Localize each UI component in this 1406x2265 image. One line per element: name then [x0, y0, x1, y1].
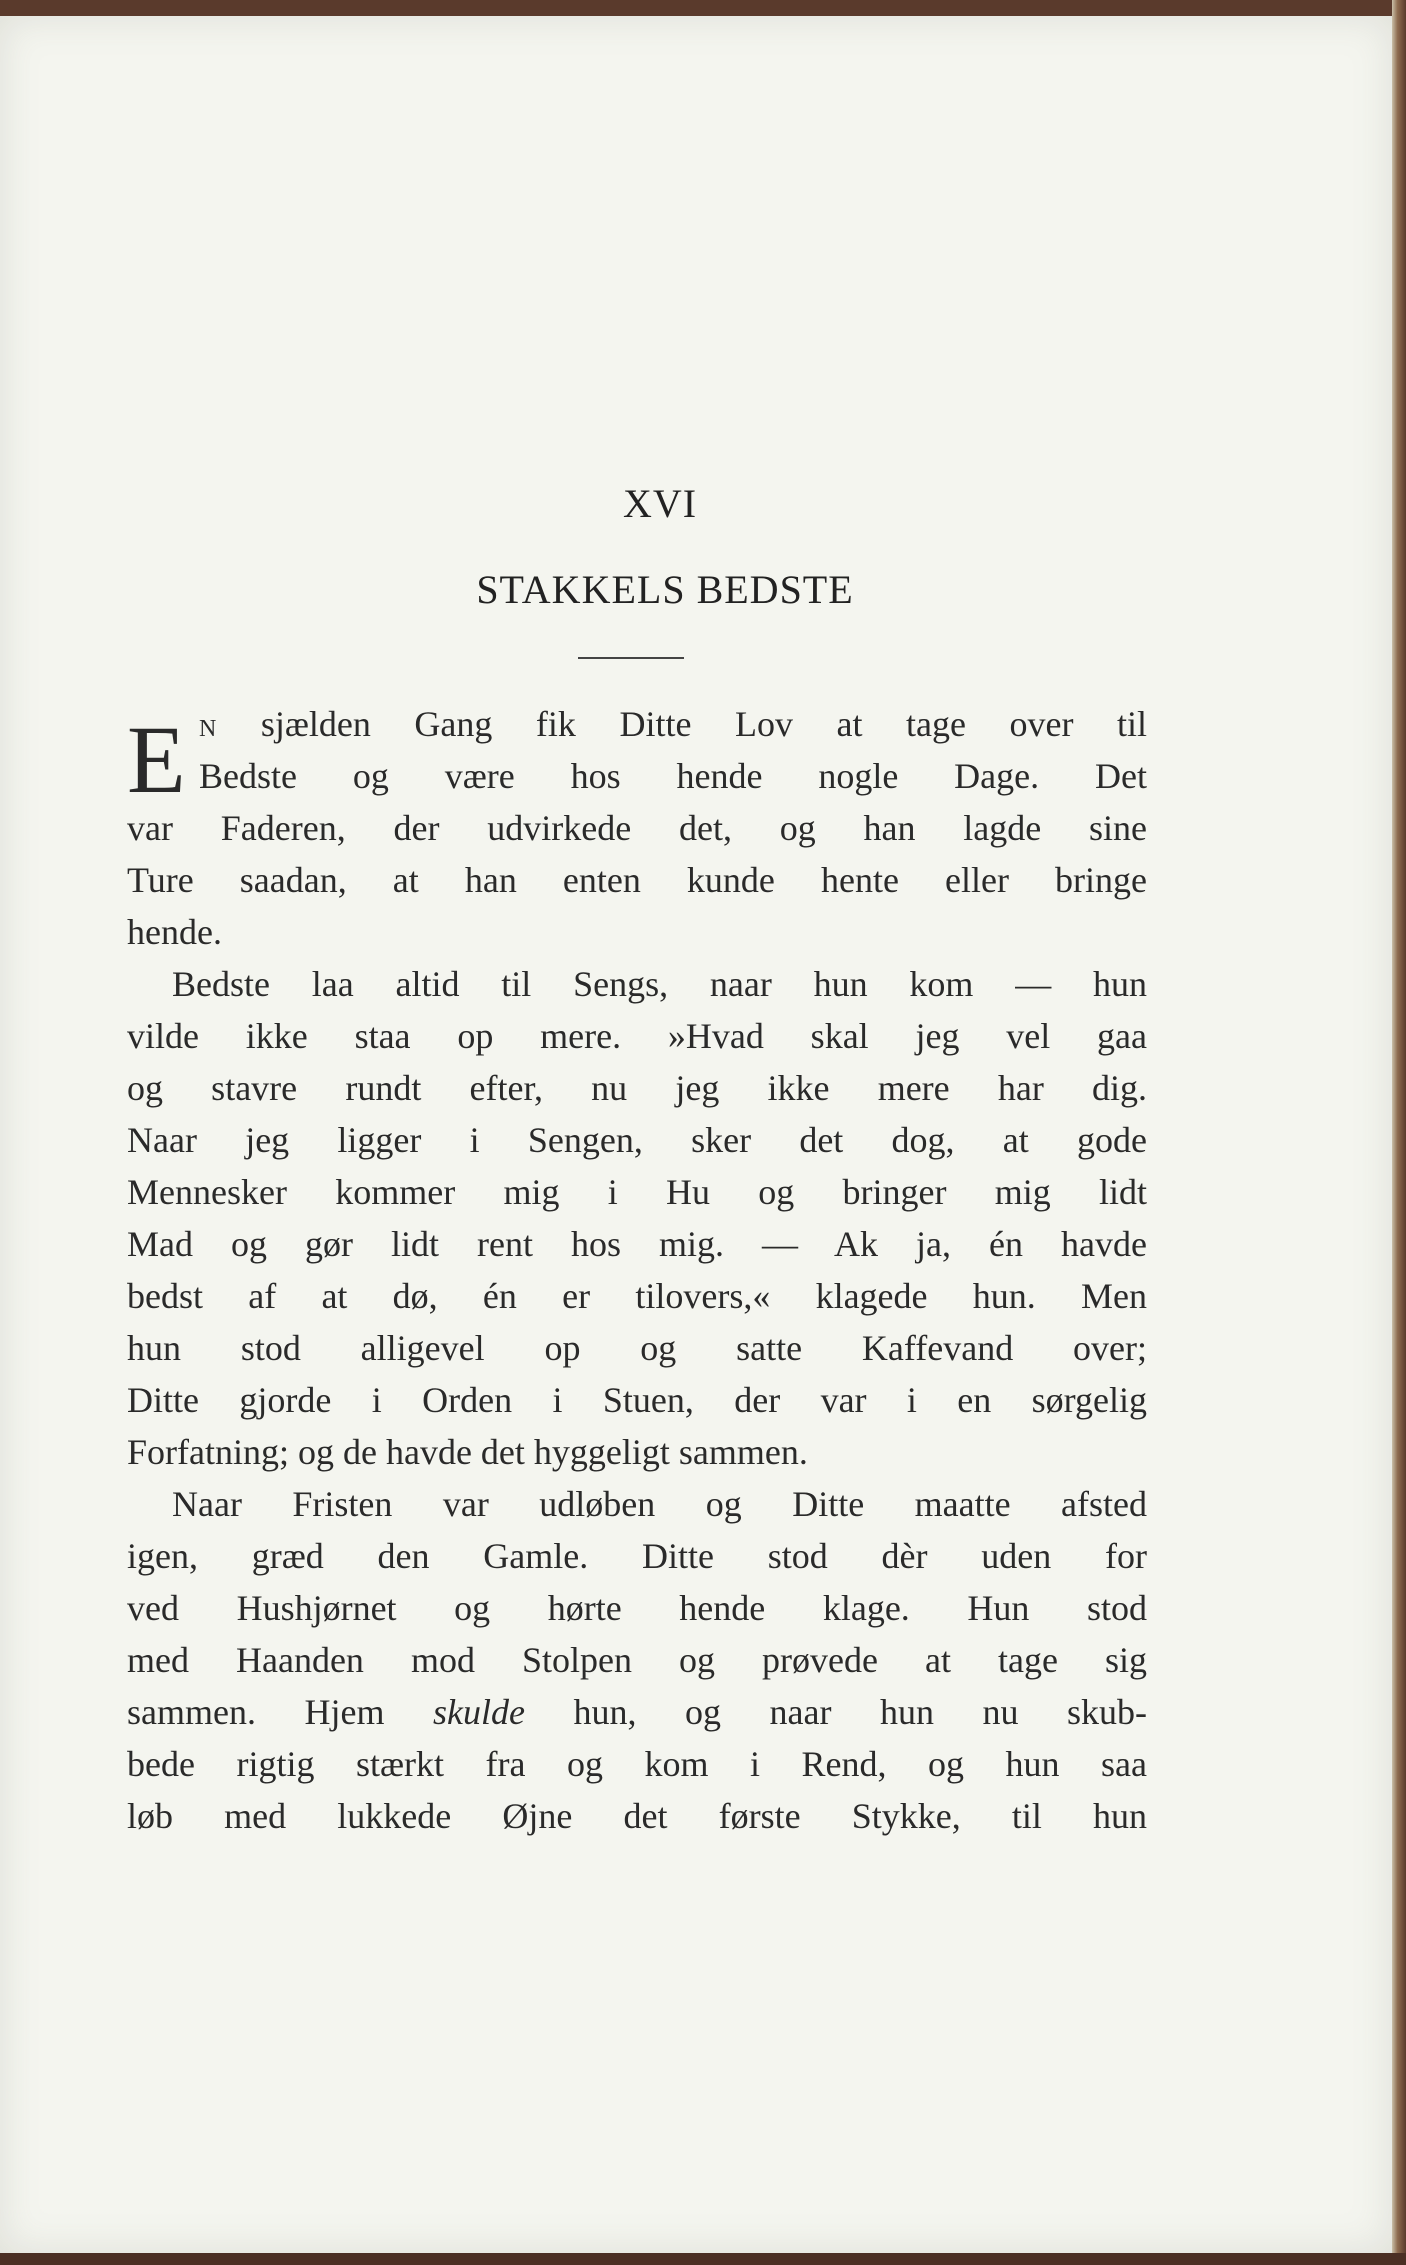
text-line: Mad og gør lidt rent hos mig. — Ak ja, én havde	[127, 1224, 1147, 1264]
text-line: Forfatning; og de havde det hyggeligt sammen.	[127, 1432, 808, 1472]
text-line: Naar Fristen var udløben og Ditte maatte afsted	[172, 1484, 1147, 1524]
text-line: Bedste laa altid til Sengs, naar hun kom — hun	[172, 964, 1147, 1004]
text-line: var Faderen, der udvirkede det, og han lagde sine	[127, 808, 1147, 848]
text-line: Ditte gjorde i Orden i Stuen, der var i en sørgelig	[127, 1380, 1147, 1420]
text-line: ved Hushjørnet og hørte hende klage. Hun stod	[127, 1588, 1147, 1628]
text-span: sjælden Gang fik Ditte Lov at tage over til	[217, 704, 1147, 744]
text-span: sammen. Hjem	[127, 1692, 433, 1732]
text-line: med Haanden mod Stolpen og prøvede at tage sig	[127, 1640, 1147, 1680]
text-span: hun, og naar hun nu skub-	[524, 1692, 1147, 1732]
text-line: hun stod alligevel op og satte Kaffevand over;	[127, 1328, 1147, 1368]
text-line: løb med lukkede Øjne det første Stykke, til hun	[127, 1796, 1147, 1836]
text-line: bede rigtig stærkt fra og kom i Rend, og hun saa	[127, 1744, 1147, 1784]
title-divider	[578, 657, 684, 659]
chapter-title: STAKKELS BEDSTE	[476, 567, 854, 612]
drop-cap: E	[127, 706, 186, 813]
text-line: og stavre rundt efter, nu jeg ikke mere har dig.	[127, 1068, 1147, 1108]
text-line: igen, græd den Gamle. Ditte stod dèr uden for	[127, 1536, 1147, 1576]
text-line: Ture saadan, at han enten kunde hente eller bringe	[127, 860, 1147, 900]
text-line	[127, 698, 1147, 750]
text-line: Mennesker kommer mig i Hu og bringer mig lidt	[127, 1172, 1147, 1212]
text-line: bedst af at dø, én er tilovers,« klagede hun. Men	[127, 1276, 1147, 1316]
page-edge-right	[1392, 0, 1406, 2265]
emphasis-text: skulde	[432, 1692, 525, 1732]
page-edge-bottom	[0, 2253, 1406, 2265]
chapter-number: XVI	[622, 481, 698, 526]
text-line: hende.	[127, 912, 222, 952]
smallcaps-text: N	[199, 716, 218, 742]
text-line: Naar jeg ligger i Sengen, sker det dog, at gode	[127, 1120, 1147, 1160]
text-line	[127, 1686, 1147, 1738]
text-line: Bedste og være hos hende nogle Dage. Det	[199, 756, 1147, 796]
text-line: vilde ikke staa op mere. »Hvad skal jeg vel gaa	[127, 1016, 1147, 1056]
body-text	[127, 698, 1147, 1842]
